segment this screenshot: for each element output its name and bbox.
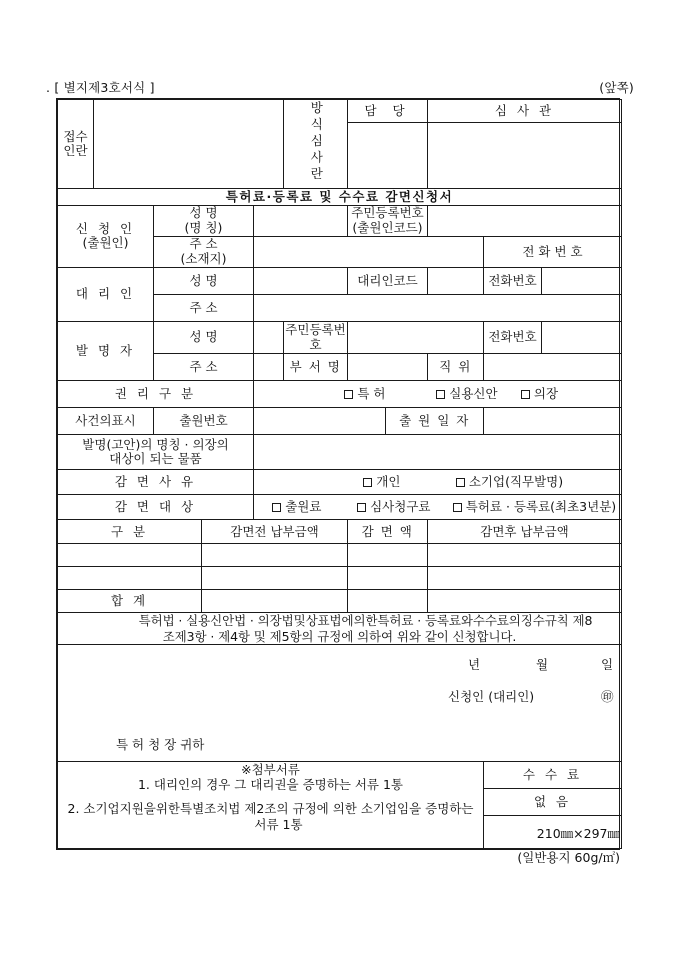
checkbox-icon[interactable]: [456, 478, 465, 487]
applicant-name-row: [58, 205, 622, 236]
fee-table-header-row: [58, 519, 622, 543]
rights-option-utility-label: 실용신안: [449, 386, 498, 402]
reduction-target-label-text: 감 면 대 상: [114, 499, 197, 515]
officer-header: [348, 100, 428, 123]
rights-row: [58, 380, 622, 407]
applicant-resident-label: [348, 205, 428, 236]
applicant-name-label-line2: (명 칭): [184, 219, 223, 235]
reduction-reason-row: [58, 469, 622, 494]
inventor-address-value[interactable]: [254, 353, 284, 380]
fee-header-amount-text: 감 면 액: [361, 523, 414, 539]
fee-total-label: [58, 589, 202, 612]
case-appdate-label: [386, 407, 484, 434]
checkbox-icon[interactable]: [521, 390, 530, 399]
invention-label-line1: 발명(고안)의 명칭 · 의장의: [82, 436, 229, 452]
fee-table-row: [58, 543, 622, 566]
inventor-position-value[interactable]: [484, 353, 622, 380]
fee-header-before: 감면전 납부금액: [202, 519, 348, 543]
inventor-position-label: [428, 353, 484, 380]
examiner-label: 심 사 관: [494, 103, 555, 119]
fee-table-total-row: [58, 589, 622, 612]
agent-label: 대 리 인: [75, 286, 136, 302]
applicant-phone-label: 전 화 번 호: [484, 236, 622, 267]
reduction-target-option-registration[interactable]: [453, 499, 616, 515]
applicant-row-label: [58, 205, 154, 267]
case-appno-label: 출원번호: [154, 407, 254, 434]
case-row: [58, 407, 622, 434]
date-day-label: 일: [601, 657, 614, 673]
addressee: 특 허 청 장 귀하: [116, 737, 205, 753]
checkbox-icon[interactable]: [363, 478, 372, 487]
fee-total-amount[interactable]: [348, 589, 428, 612]
reduction-reason-label-text: 감 면 사 유: [114, 474, 197, 490]
signature-row: [58, 645, 622, 762]
agent-name-row: [58, 267, 622, 294]
applicant-address-value[interactable]: [254, 236, 484, 267]
fee-cell-before[interactable]: [202, 543, 348, 566]
fee-cell-before[interactable]: [202, 566, 348, 589]
reduction-reason-option-smallbiz[interactable]: [456, 474, 563, 490]
agent-name-label: 성 명: [154, 267, 254, 294]
rights-option-design-label: 의장: [533, 386, 559, 402]
page-title: 특허료·등록료 및 수수료 감면신청서: [58, 189, 622, 206]
reduction-target-options: [254, 494, 622, 519]
fee-cell-amount[interactable]: [348, 543, 428, 566]
inventor-name-row: [58, 321, 622, 353]
applicant-resident-label-line1: 주민등록번호: [351, 205, 424, 221]
fee-header-division: [58, 519, 202, 543]
inventor-dept-label-text: 부 서 명: [289, 359, 342, 375]
receipt-stamp-area[interactable]: [94, 100, 284, 189]
fee-table-row: [58, 566, 622, 589]
attachments-spacer: [58, 793, 483, 801]
title-row: [58, 189, 622, 206]
fee-box-value-text: 없 음: [533, 793, 572, 809]
agent-name-value[interactable]: [254, 267, 348, 294]
checkbox-icon[interactable]: [272, 503, 281, 512]
agent-code-value[interactable]: [428, 267, 484, 294]
officer-label: 담 당: [364, 103, 411, 119]
reduction-target-label: [58, 494, 254, 519]
reduction-target-option-exam-label: 심사청구료: [370, 499, 431, 515]
inventor-resident-value[interactable]: [348, 321, 484, 353]
applicant-address-label-line2: (소재지): [180, 250, 227, 266]
rights-label-text: 권 리 구 분: [114, 386, 197, 402]
inventor-phone-value[interactable]: [542, 321, 622, 353]
agent-phone-value[interactable]: [542, 267, 622, 294]
applicant-label-line1: 신 청 인: [75, 220, 136, 236]
fee-cell-after[interactable]: [428, 566, 622, 589]
examiner-header: [428, 100, 622, 123]
fee-total-before[interactable]: [202, 589, 348, 612]
reduction-reason-label: [58, 469, 254, 494]
applicant-name-value[interactable]: [254, 205, 348, 236]
fee-cell-after[interactable]: [428, 543, 622, 566]
reduction-target-option-registration-label: 특허료 · 등록료(최초3년분): [465, 499, 617, 515]
applicant-resident-value[interactable]: [428, 205, 622, 236]
fee-total-after[interactable]: [428, 589, 622, 612]
fee-header-amount: [348, 519, 428, 543]
officer-sign-area[interactable]: [348, 123, 428, 189]
rights-label: [58, 380, 254, 407]
invention-label-line2: 대상이 되는 물품: [109, 450, 202, 466]
inventor-dept-label: [284, 353, 348, 380]
inventor-address-label: 주 소: [154, 353, 254, 380]
fee-cell-amount[interactable]: [348, 566, 428, 589]
reduction-target-option-filing[interactable]: [259, 499, 335, 515]
receipt-stamp-cell: [58, 100, 94, 189]
fee-header-after: 감면후 납부금액: [428, 519, 622, 543]
formal-exam-cell: [284, 100, 348, 189]
fee-box-value: [484, 788, 622, 815]
attachments-row: [58, 761, 622, 788]
statement-line-1: 특허법 · 실용신안법 · 의장법및상표법에의한특허료 · 등록료와수수료의징수규칙 제8: [138, 612, 593, 628]
inventor-dept-value[interactable]: [348, 353, 428, 380]
examiner-sign-area[interactable]: [428, 123, 622, 189]
agent-phone-label: 전화번호: [484, 267, 542, 294]
receipt-header-row: [58, 100, 622, 123]
applicant-label-line2: (출원인): [82, 235, 129, 251]
receipt-stamp-label: 접수 인란: [63, 128, 88, 158]
paper-size: 210㎜×297㎜: [536, 826, 620, 841]
applicant-name-label: [154, 205, 254, 236]
agent-row-label: [58, 267, 154, 321]
form-table: [57, 99, 622, 849]
statement-row: [58, 612, 622, 644]
fee-box-label-text: 수 수 료: [522, 766, 583, 782]
inventor-label: 발 명 자: [75, 342, 136, 358]
date-year-label: 년: [468, 657, 481, 673]
reduction-target-option-filing-label: 출원료: [285, 499, 322, 515]
invention-label: [58, 434, 254, 469]
attachment-item-2-line2: 서류 1통: [254, 816, 303, 832]
applicant-address-label-line1: 주 소: [189, 236, 218, 252]
date-month-label: 월: [536, 657, 549, 673]
paper-spec: (일반용지 60g/㎡): [517, 849, 620, 865]
form-number: . [ 별지제3호서식 ]: [46, 80, 155, 95]
inventor-name-value[interactable]: [254, 321, 284, 353]
case-appdate-label-text: 출 원 일 자: [399, 413, 470, 429]
attachment-item-1: 1. 대리인의 경우 그 대리권을 증명하는 서류 1통: [137, 777, 404, 793]
case-appno-value[interactable]: [254, 407, 386, 434]
rights-option-patent[interactable]: [317, 386, 413, 402]
rights-option-utility[interactable]: [417, 386, 517, 402]
reduction-reason-option-smallbiz-label: 소기업(직무발명): [468, 474, 564, 490]
applicant-name-label-line1: 성 명: [189, 205, 218, 221]
fee-total-label-text: 합 계: [110, 593, 149, 609]
agent-address-label: 주 소: [154, 294, 254, 321]
checkbox-icon[interactable]: [436, 390, 445, 399]
signature-applicant-label: 신청인 (대리인): [448, 689, 535, 705]
attachments-heading: ※첨부서류: [241, 761, 300, 777]
inventor-resident-label: 주민등록번호: [285, 321, 346, 353]
form-frame: [56, 98, 620, 850]
invention-value[interactable]: [254, 434, 622, 469]
formal-exam-label: 방식심사란: [308, 100, 324, 184]
statement-block: [58, 612, 622, 644]
page-footer: [56, 822, 620, 870]
applicant-address-label: [154, 236, 254, 267]
reduction-target-option-exam[interactable]: [339, 499, 449, 515]
agent-code-label: 대리인코드: [348, 267, 428, 294]
checkbox-icon[interactable]: [344, 390, 353, 399]
reduction-reason-option-individual[interactable]: [312, 474, 452, 490]
reduction-target-row: [58, 494, 622, 519]
inventor-phone-label: 전화번호: [484, 321, 542, 353]
agent-address-value[interactable]: [254, 294, 622, 321]
case-label: 사건의표시: [58, 407, 154, 434]
inventor-row-label: [58, 321, 154, 380]
attachment-item-2-line1: 2. 소기업지원을위한특별조치법 제2조의 규정에 의한 소기업임을 증명하는: [67, 801, 474, 816]
form-header-line: [46, 78, 634, 96]
rights-option-design[interactable]: [521, 386, 558, 402]
inventor-position-label-text: 직 위: [439, 359, 472, 375]
seal-icon: ㊞: [601, 689, 614, 705]
fee-box-label: [484, 761, 622, 788]
reduction-reason-option-individual-label: 개인: [376, 474, 401, 490]
page-side-note: (앞쪽): [599, 80, 634, 95]
reduction-reason-options: [254, 469, 622, 494]
invention-row: [58, 434, 622, 469]
fee-cell-division[interactable]: [58, 543, 202, 566]
applicant-resident-label-line2: (출원인코드): [352, 219, 423, 235]
fee-cell-division[interactable]: [58, 566, 202, 589]
case-appdate-value[interactable]: [484, 407, 622, 434]
checkbox-icon[interactable]: [453, 503, 462, 512]
signature-block: [58, 645, 622, 762]
rights-options: [254, 380, 622, 407]
checkbox-icon[interactable]: [357, 503, 366, 512]
rights-option-patent-label: 특 허: [357, 386, 386, 402]
fee-header-division-text: 구 분: [110, 523, 149, 539]
inventor-name-label: 성 명: [154, 321, 254, 353]
statement-line-2: 조제3항 · 제4항 및 제5항의 규정에 의하여 위와 같이 신청합니다.: [162, 628, 517, 644]
